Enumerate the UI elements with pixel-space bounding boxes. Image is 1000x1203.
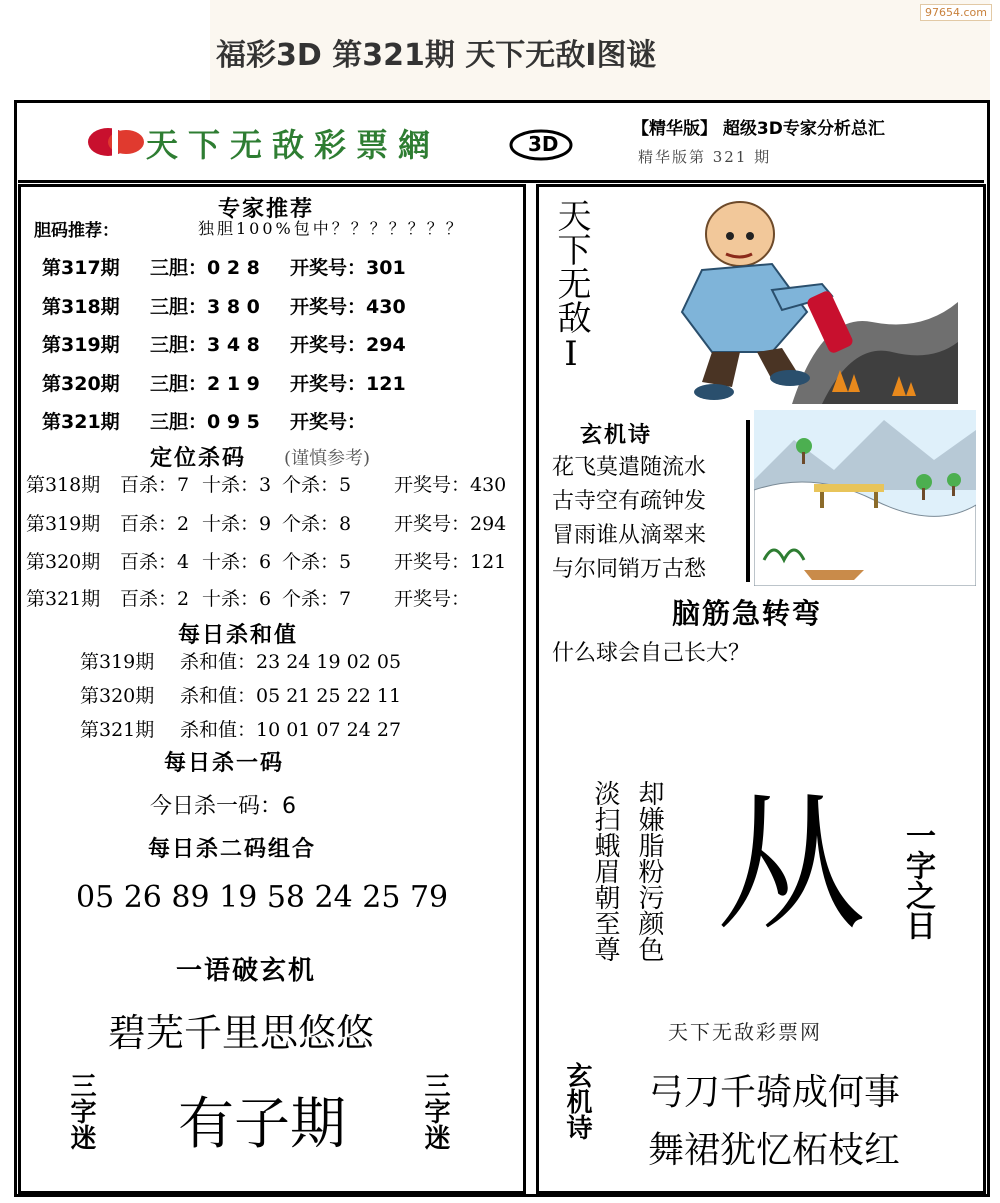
dingwei-row-shi: 十杀：6 [202,551,272,573]
sanzimi-label-right: 三字迷 [420,1072,450,1150]
expert-row-issue: 第319期 [42,334,120,356]
expert-row-kai: 开奖号：294 [290,334,406,356]
hezhi-row-text: 杀和值：23 24 19 02 05 [180,651,402,673]
site-tag[interactable]: 97654.com [920,4,992,21]
expert-row-kai: 开奖号：430 [290,296,406,318]
masthead [18,104,984,183]
dingwei-row-issue: 第321期 [26,588,101,610]
poem-line: 冒雨谁从滴翠来 [552,523,707,548]
naojin-text: 什么球会自己长大？ [552,641,751,666]
bottom-line: 舞裙犹忆柘枝红 [648,1130,901,1171]
page-title: 福彩3D 第321期 天下无敌Ⅰ图谜 [216,38,657,73]
yiyu-text: 碧芜千里思悠悠 [108,1011,375,1055]
xuanji-title: 玄机诗 [580,423,653,448]
dingwei-title: 定位杀码 [150,446,247,471]
dingwei-row-ge: 个杀：7 [282,588,352,610]
dingwei-row-bai: 百杀：2 [120,588,190,610]
dingwei-row-bai: 百杀：7 [120,474,190,496]
expert-row-san: 三胆：3 4 8 [150,334,260,356]
dingwei-row-ge: 个杀：8 [282,513,352,535]
expert-row-san: 三胆：3 8 0 [150,296,260,318]
expert-row-san: 三胆：2 1 9 [150,373,260,395]
hero-vertical-title: 天下无敌Ⅰ [551,198,591,374]
hezhi-row-text: 杀和值：10 01 07 24 27 [180,719,402,741]
dingwei-row-issue: 第319期 [26,513,101,535]
dingwei-row-kai: 开奖号： [394,588,471,610]
yiyu-title: 一语破玄机 [176,956,317,986]
landscape-illustration [754,410,976,586]
edition-label: 【精华版】 超级3D专家分析总汇 [632,119,885,139]
expert-row-issue: 第318期 [42,296,120,318]
dingwei-row-bai: 百杀：2 [120,513,190,535]
logo-text: 天下无敌彩票網 [146,126,441,164]
erma-title: 每日杀二码组合 [148,837,317,862]
expert-title: 专家推荐 [218,197,315,222]
erma-text: 05 26 89 19 58 24 25 79 [76,880,449,915]
hezhi-title: 每日杀和值 [178,623,299,648]
expert-row-kai: 开奖号：301 [290,257,406,279]
expert-row-kai: 开奖号： [290,411,367,433]
expert-row-issue: 第321期 [42,411,120,433]
hezhi-row-text: 杀和值：05 21 25 22 11 [180,685,402,707]
monk-illustration [622,192,958,404]
gallbile-label: 胆码推荐： [34,221,119,241]
site-name: 天下无敌彩票网 [668,1020,822,1044]
expert-row-san: 三胆：0 9 5 [150,411,260,433]
big-character: 从 [716,778,867,952]
naojin-title: 脑筋急转弯 [672,597,823,630]
poem-line: 花飞莫遣随流水 [552,455,707,480]
dingwei-row-ge: 个杀：5 [282,551,352,573]
expert-row-san: 三胆：0 2 8 [150,257,260,279]
xuanji-side-label: 玄机诗 [562,1062,592,1140]
dingwei-row-kai: 开奖号：430 [394,474,507,496]
sanzimi-text: 有子期 [178,1092,346,1157]
expert-row-issue: 第317期 [42,257,120,279]
hezhi-row-issue: 第321期 [80,719,155,741]
sanzimi-label-left: 三字迷 [66,1072,96,1150]
dingwei-row-shi: 十杀：9 [202,513,272,535]
dingwei-row-kai: 开奖号：294 [394,513,507,535]
badge-3d: 3D [528,132,559,156]
hezhi-row-issue: 第319期 [80,651,155,673]
expert-row-issue: 第320期 [42,373,120,395]
dingwei-row-shi: 十杀：3 [202,474,272,496]
dingwei-row-shi: 十杀：6 [202,588,272,610]
yima-text: 今日杀一码：6 [150,794,296,819]
issue-line: 精华版第 321 期 [638,148,772,166]
bottom-line: 弓刀千骑成何事 [648,1072,901,1113]
poem-line: 与尔同销万古愁 [552,557,707,582]
dingwei-row-issue: 第318期 [26,474,101,496]
yizi-label: 一字之日 [900,820,935,940]
yima-title: 每日杀一码 [164,751,285,776]
logo-icon [86,122,148,162]
gallbile-value: 独胆100%包中？？？？？？？ [198,219,465,238]
poem-line: 古寺空有疏钟发 [552,489,707,514]
dingwei-row-kai: 开奖号：121 [394,551,507,573]
dingwei-row-bai: 百杀：4 [120,551,190,573]
expert-row-kai: 开奖号：121 [290,373,406,395]
dingwei-row-issue: 第320期 [26,551,101,573]
poem-divider [746,420,750,582]
hezhi-row-issue: 第320期 [80,685,155,707]
dingwei-note: (谨慎参考) [284,448,371,469]
riddle-col-2: 淡扫蛾眉朝至尊 [590,780,620,962]
dingwei-row-ge: 个杀：5 [282,474,352,496]
riddle-col-1: 却嫌脂粉污颜色 [634,780,664,962]
